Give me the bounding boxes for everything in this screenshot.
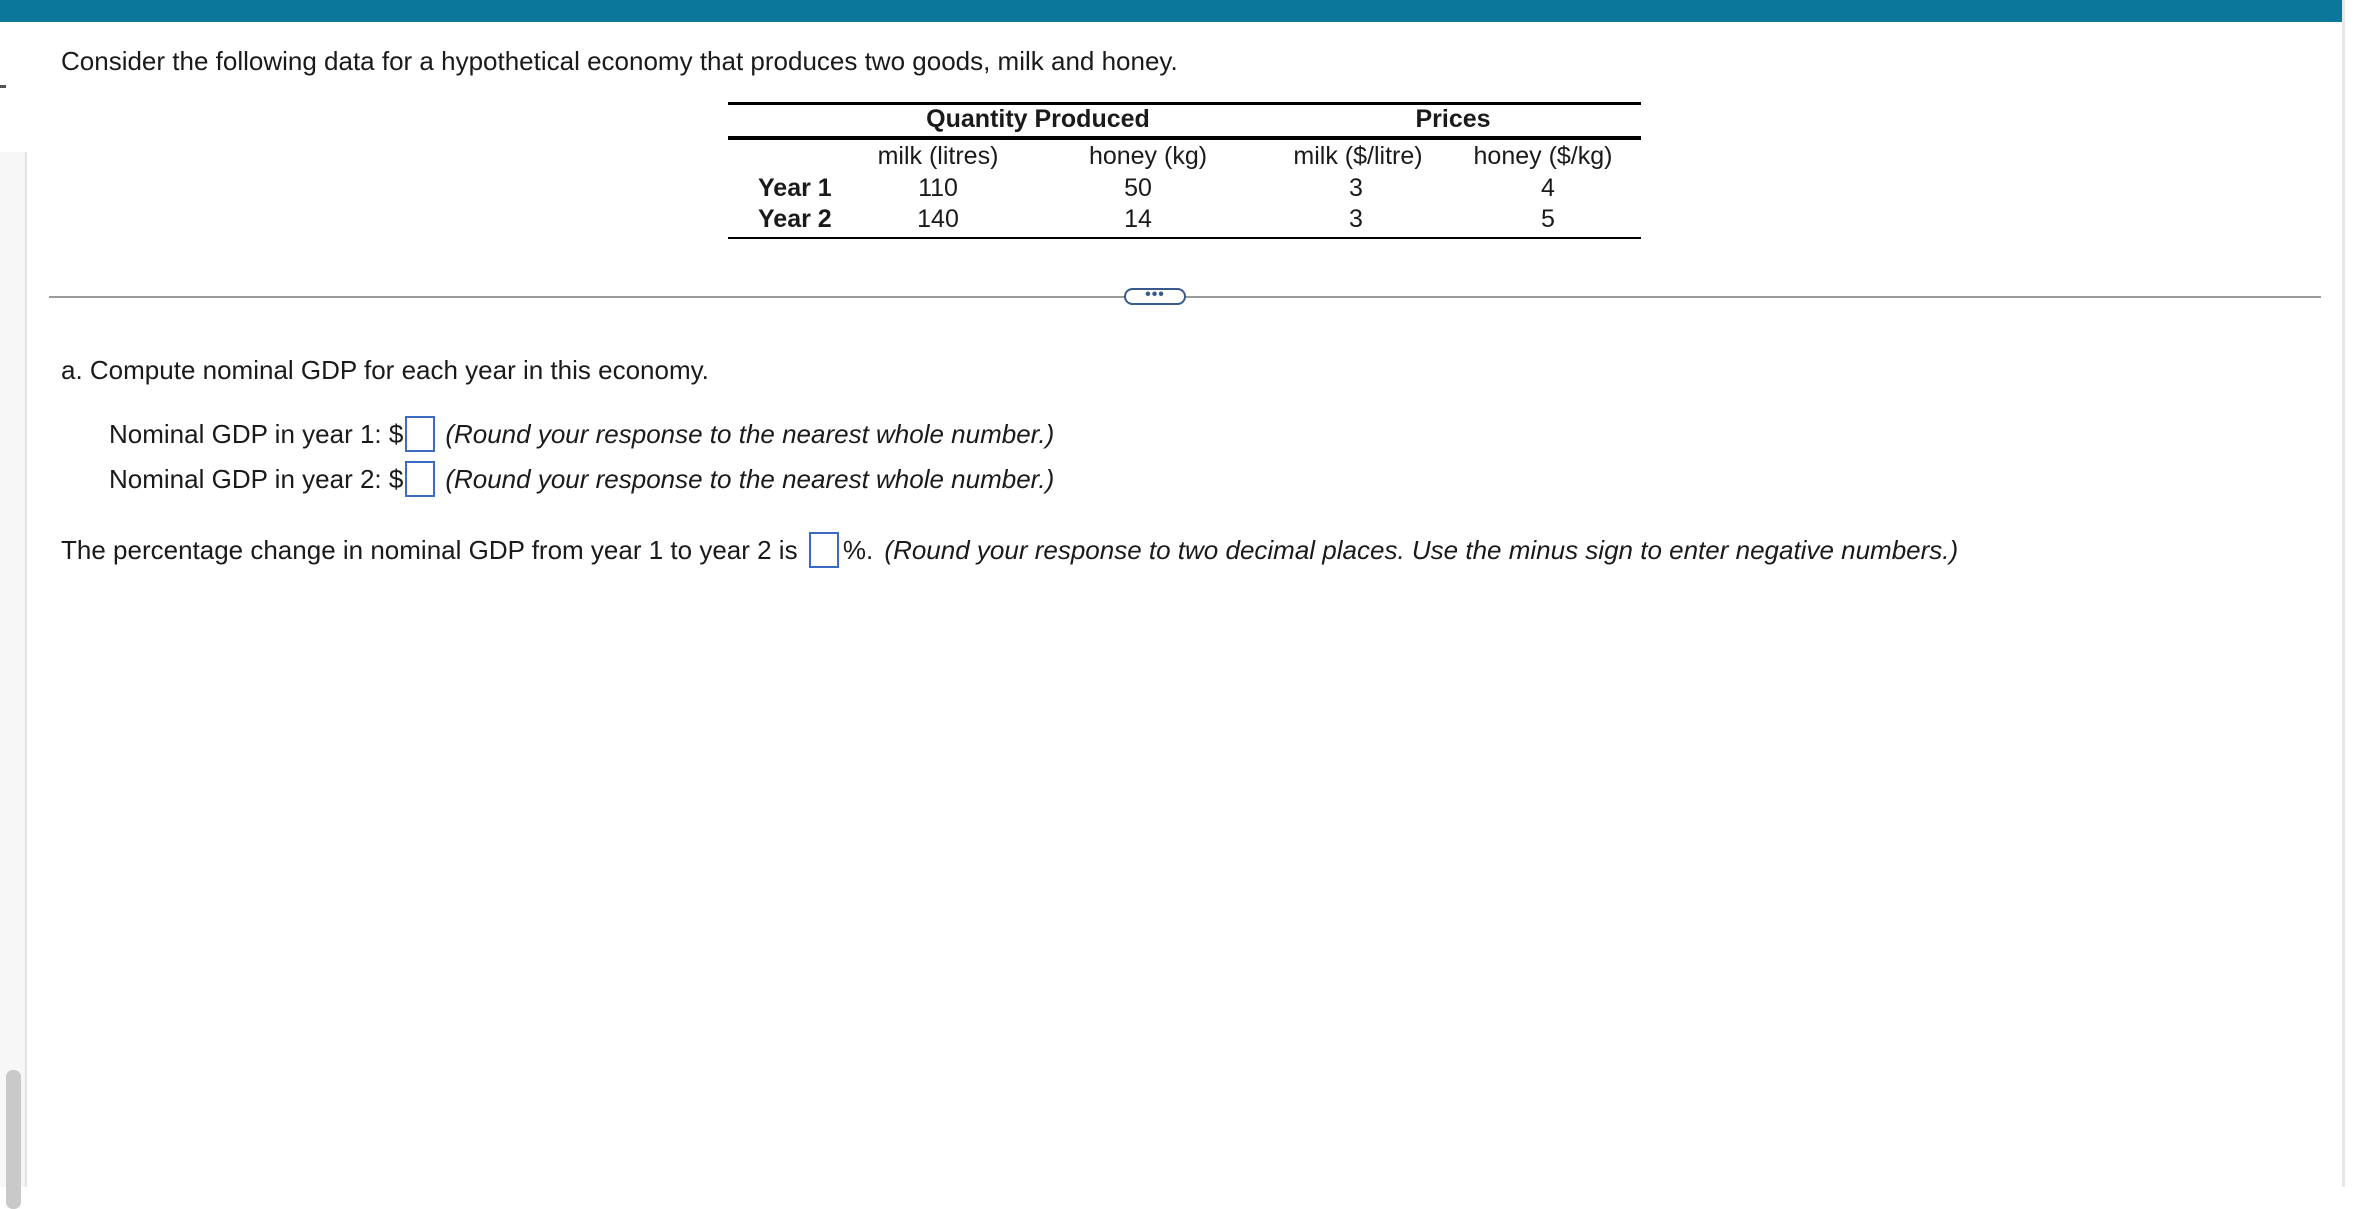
table-bottom-rule [728,237,1641,239]
percent-sign: %. [842,535,874,565]
year1-row [109,416,1054,454]
left-scrollbar-thumb[interactable] [6,1070,21,1209]
right-scroll-edge [2342,0,2366,1187]
intro-text: Consider the following data for a hypothetical economy that produces two goods, milk and honey. [61,46,1178,76]
year1-label: Nominal GDP in year 1: $ [109,419,404,449]
table-cell: 3 [1349,174,1363,202]
column-header: milk (litres) [877,142,999,170]
expand-button[interactable] [1124,288,1186,305]
right-scrollbar-track[interactable] [2342,0,2345,1187]
group-header-quantity: Quantity Produced [926,105,1150,133]
percentage-change-input[interactable] [809,532,839,568]
year2-gdp-input[interactable] [405,461,435,497]
column-header: honey (kg) [1088,142,1208,170]
year1-gdp-input[interactable] [405,416,435,452]
table-cell: 50 [1124,174,1152,202]
table-cell: 140 [917,205,959,233]
table-header-rule [728,136,1641,140]
table-cell: 110 [918,174,958,202]
table-cell: 14 [1124,205,1152,233]
percentage-hint: (Round your response to two decimal places. Use the minus sign to enter negative numbers.) [884,535,1959,565]
ellipsis-icon: ••• [1145,286,1165,303]
question-content [27,22,2342,1187]
row-label: Year 2 [758,205,832,233]
column-header: milk ($/litre) [1293,142,1423,170]
left-panel-rail [0,152,27,1187]
left-gutter [0,22,27,1187]
group-header-prices: Prices [1415,105,1491,133]
column-header: honey ($/kg) [1473,142,1613,170]
percentage-label: The percentage change in nominal GDP from year 1 to year 2 is [61,535,798,565]
year2-label: Nominal GDP in year 2: $ [109,464,404,494]
top-bar [0,0,2342,22]
round-hint: (Round your response to the nearest whole number.) [445,464,1055,494]
table-cell: 5 [1541,205,1555,233]
part-a-prompt: a. Compute nominal GDP for each year in this economy. [61,355,709,385]
round-hint: (Round your response to the nearest whole number.) [445,419,1055,449]
table-cell: 3 [1349,205,1363,233]
table-cell: 4 [1541,174,1555,202]
gutter-marker [0,85,6,88]
row-label: Year 1 [758,174,832,202]
percentage-row [61,532,1958,570]
year2-row [109,461,1054,499]
